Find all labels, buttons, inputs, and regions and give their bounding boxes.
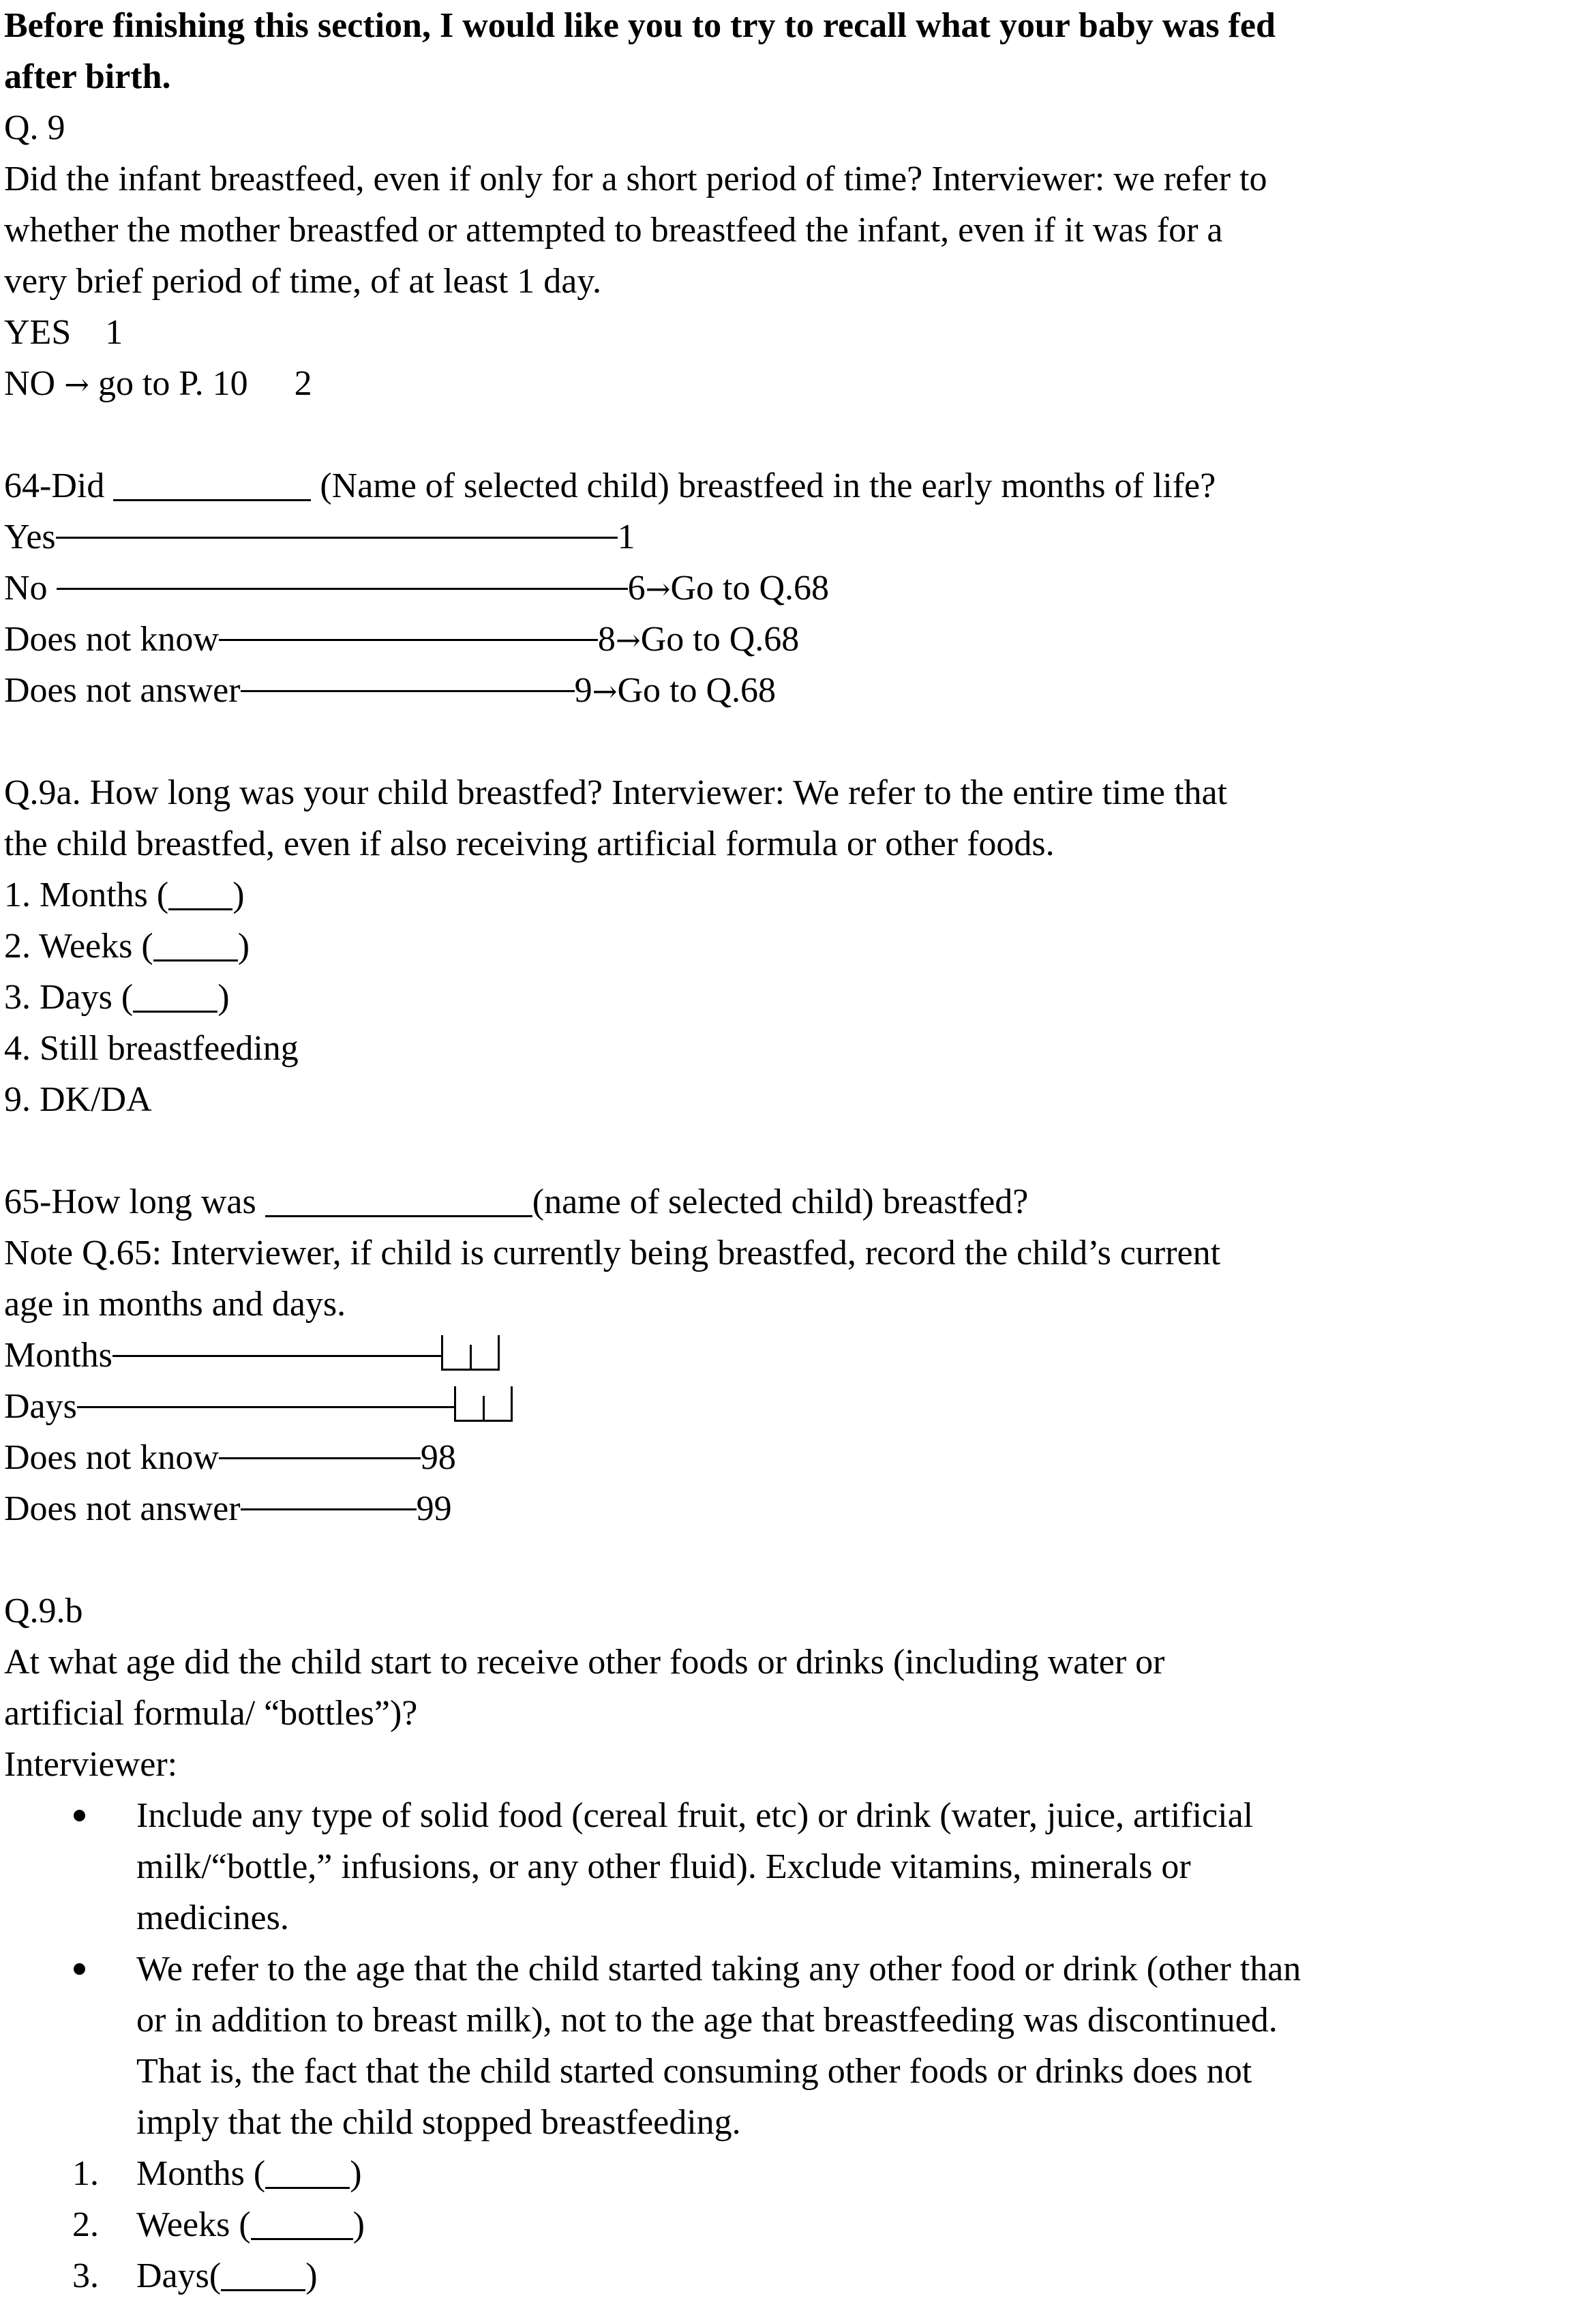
option-code: 1 [617, 518, 635, 556]
leader-line [57, 588, 628, 590]
q64-option-dnk [4, 614, 1593, 665]
arrow-icon: → [64, 368, 89, 402]
q9b-interviewer-label: Interviewer: [4, 1745, 178, 1784]
q9b-instructions-list [4, 1790, 1593, 2148]
q9-no-option [4, 358, 1593, 409]
q64-name-blank[interactable] [113, 499, 311, 501]
days-blank[interactable] [221, 2289, 305, 2291]
bullet-text-line: or in addition to breast milk), not to the age that breastfeeding was discontinued. [136, 2001, 1278, 2040]
option-close: ) [217, 978, 230, 1017]
q65-note-line: age in months and days. [4, 1285, 346, 1324]
list-item [4, 1790, 1593, 1943]
option-label: 2. Weeks ( [4, 927, 153, 966]
q65-suffix: (name of selected child) breastfed? [532, 1182, 1029, 1221]
leader-line [219, 639, 598, 641]
q9a-option-days [4, 972, 1593, 1023]
q65-name-blank[interactable] [265, 1215, 532, 1217]
q9b-text-line: artificial formula/ “bottles”)? [4, 1694, 418, 1733]
option-label: 3. Days ( [4, 978, 134, 1017]
list-number: 2. [72, 2205, 99, 2244]
option-close: ) [305, 2256, 318, 2295]
list-item [4, 2199, 1593, 2250]
questionnaire-page [4, 0, 1593, 2301]
q64-option-dna [4, 665, 1593, 716]
q9-text-line: Did the infant breastfeed, even if only for a short period of time? Interviewer: we refer to [4, 160, 1267, 198]
q9-no-label: NO [4, 364, 56, 403]
leader-line [56, 537, 618, 539]
option-label: Days( [136, 2256, 222, 2295]
option-close: ) [350, 2154, 362, 2193]
q9-no-target: go to P. 10 [97, 364, 248, 403]
option-code: 9 [574, 671, 592, 710]
bullet-text-line: We refer to the age that the child started taking any other food or drink (other than [136, 1950, 1301, 1988]
months-entry-box[interactable] [441, 1332, 500, 1371]
q64-option-yes [4, 511, 1593, 563]
list-number: 1. [72, 2154, 99, 2193]
q9-yes-option [4, 307, 1593, 358]
option-close: ) [352, 2205, 365, 2244]
q9-yes-label: YES [4, 313, 72, 352]
bullet-icon [74, 1810, 85, 1821]
option-code: 99 [416, 1489, 452, 1528]
q9b-options-list [4, 2148, 1593, 2301]
arrow-icon: → [645, 572, 671, 607]
q9-yes-code: 1 [105, 313, 123, 352]
option-label: Does not answer [4, 1489, 241, 1528]
q65-question [4, 1176, 1593, 1227]
q9b-label: Q.9.b [4, 1592, 83, 1630]
q9a-option-dkda [4, 1074, 1593, 1125]
days-entry-box[interactable] [454, 1384, 513, 1422]
q9a-option-still [4, 1023, 1593, 1074]
arrow-icon: → [615, 623, 641, 658]
q9a-text-line: Q.9a. How long was your child breastfed? Interviewer: We refer to the entire time that [4, 773, 1227, 812]
option-label: Weeks ( [136, 2205, 251, 2244]
option-label: Months ( [136, 2154, 266, 2193]
intro-line-1: Before finishing this section, I would like you to try to recall what your baby was fed [4, 6, 1276, 45]
q9-text-line: very brief period of time, of at least 1 day. [4, 262, 601, 301]
q9-no-code: 2 [294, 364, 312, 403]
option-code: 6 [627, 569, 646, 608]
option-label: 4. Still breastfeeding [4, 1029, 299, 1068]
option-skip: Go to Q.68 [640, 620, 800, 659]
q9b-text-line: At what age did the child start to receive other foods or drinks (including water or [4, 1643, 1165, 1682]
bullet-icon [74, 1963, 85, 1975]
q65-days-row [4, 1381, 1593, 1432]
option-label: 1. Months ( [4, 876, 169, 914]
q9-text-line: whether the mother breastfed or attempted to breastfeed the infant, even if it was for a [4, 211, 1223, 250]
months-label: Months [4, 1336, 112, 1375]
q9a-option-weeks [4, 921, 1593, 972]
option-label: No [4, 569, 57, 608]
q64-suffix: (Name of selected child) breastfeed in the early months of life? [320, 466, 1216, 505]
q64-question [4, 460, 1593, 511]
q65-months-row [4, 1330, 1593, 1381]
q9a-option-months [4, 869, 1593, 921]
leader-line [77, 1406, 454, 1408]
days-label: Days [4, 1387, 77, 1426]
leader-line [112, 1355, 441, 1357]
months-blank[interactable] [168, 908, 232, 910]
q64-option-no [4, 563, 1593, 614]
option-label: 9. DK/DA [4, 1080, 152, 1119]
bullet-text-line: medicines. [136, 1898, 289, 1937]
option-label: Does not know [4, 1438, 219, 1477]
option-skip: Go to Q.68 [617, 671, 777, 710]
leader-line [241, 1508, 417, 1510]
list-number: 3. [72, 2256, 99, 2295]
bullet-text-line: imply that the child stopped breastfeeding. [136, 2103, 741, 2142]
list-item [4, 2148, 1593, 2199]
q65-note-line: Note Q.65: Interviewer, if child is currently being breastfed, record the child’s current [4, 1234, 1221, 1272]
list-item [4, 2250, 1593, 2301]
bullet-text-line: Include any type of solid food (cereal fruit, etc) or drink (water, juice, artificial [136, 1796, 1254, 1835]
weeks-blank[interactable] [153, 959, 238, 961]
days-blank[interactable] [133, 1011, 217, 1013]
list-item [4, 1943, 1593, 2148]
q65-dna-row [4, 1483, 1593, 1534]
bullet-text-line: That is, the fact that the child started consuming other foods or drinks does not [136, 2052, 1252, 2091]
option-code: 8 [597, 620, 616, 659]
leader-line [219, 1457, 421, 1459]
intro-line-2: after birth. [4, 57, 171, 96]
q9-label: Q. 9 [4, 108, 65, 147]
option-label: Does not answer [4, 671, 241, 710]
bullet-text-line: milk/“bottle,” infusions, or any other fluid). Exclude vitamins, minerals or [136, 1847, 1191, 1886]
q65-prefix: 65-How long was [4, 1182, 256, 1221]
option-close: ) [232, 876, 245, 914]
arrow-icon: → [592, 674, 618, 709]
weeks-blank[interactable] [251, 2238, 353, 2240]
leader-line [241, 690, 575, 692]
months-blank[interactable] [265, 2187, 350, 2189]
option-label: Yes [4, 518, 56, 556]
option-code: 98 [420, 1438, 456, 1477]
q9a-text-line: the child breastfed, even if also receiving artificial formula or other foods. [4, 824, 1055, 863]
q65-dnk-row [4, 1432, 1593, 1483]
option-label: Does not know [4, 620, 219, 659]
option-skip: Go to Q.68 [670, 569, 829, 608]
option-close: ) [237, 927, 250, 966]
q64-prefix: 64-Did [4, 466, 105, 505]
